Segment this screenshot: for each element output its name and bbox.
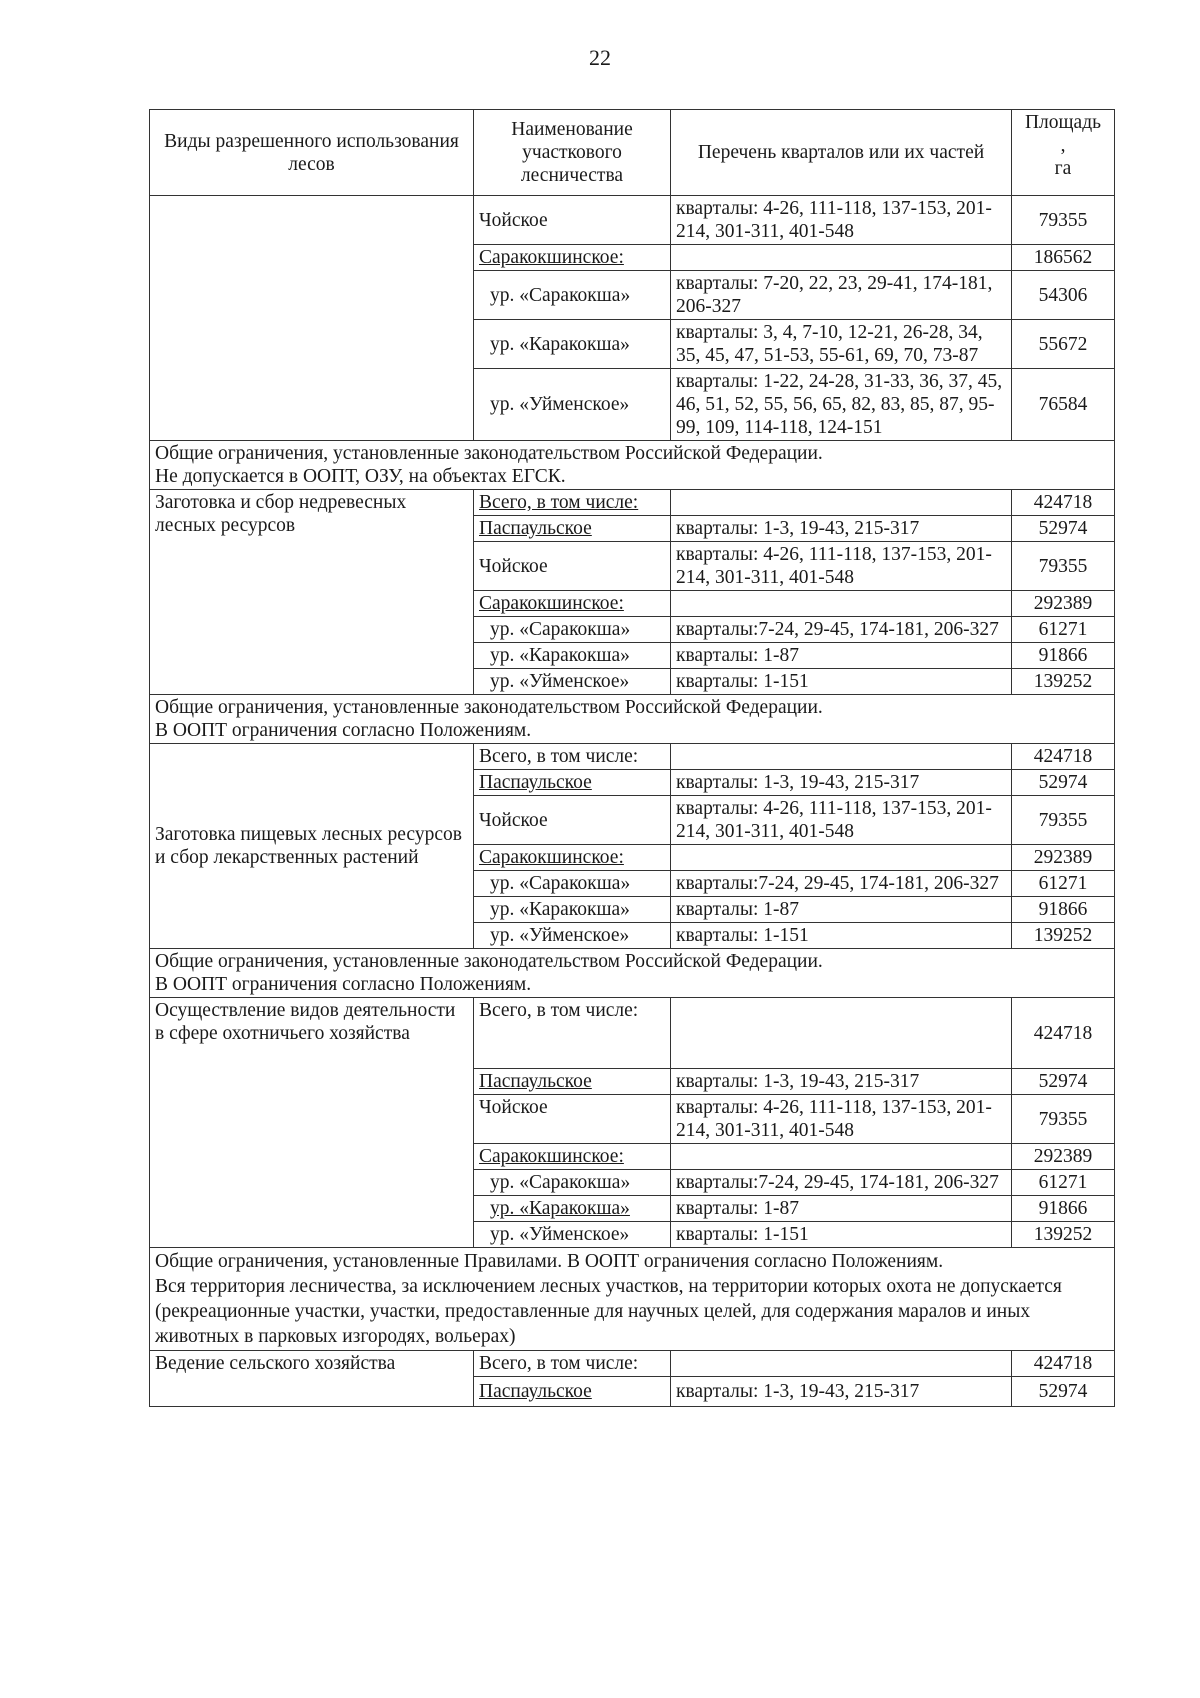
quarters-list: кварталы: 1-3, 19-43, 215-317 (671, 770, 1012, 796)
district-name: Чойское (474, 542, 671, 591)
tract-name: ур. «Каракокша» (474, 1196, 671, 1222)
area-value: 139252 (1012, 1222, 1115, 1248)
quarters-list (671, 591, 1012, 617)
quarters-list: кварталы:7-24, 29-45, 174-181, 206-327 (671, 871, 1012, 897)
quarters-list: кварталы: 1-87 (671, 897, 1012, 923)
tract-name: ур. «Саракокша» (474, 871, 671, 897)
restrictions-note (150, 441, 1115, 490)
district-name: Саракокшинское: (474, 1144, 671, 1170)
use-type-name: Заготовка и сбор недревесных лесных ресурсов (150, 490, 474, 695)
area-value: 91866 (1012, 897, 1115, 923)
restrictions-note-row (150, 1248, 1115, 1351)
quarters-list: кварталы: 1-3, 19-43, 215-317 (671, 1069, 1012, 1095)
district-name: Паспаульское (474, 1069, 671, 1095)
header-use-type: Виды разрешенного использования лесов (150, 110, 474, 196)
area-value: 76584 (1012, 369, 1115, 441)
restrictions-note (150, 949, 1115, 998)
total-label: Всего, в том числе: (474, 1351, 671, 1377)
area-value: 52974 (1012, 516, 1115, 542)
area-value: 186562 (1012, 245, 1115, 271)
restrictions-note (150, 695, 1115, 744)
area-value: 61271 (1012, 871, 1115, 897)
quarters-list: кварталы: 1-151 (671, 923, 1012, 949)
quarters-list: кварталы: 4-26, 111-118, 137-153, 201-214, 301-311, 401-548 (671, 796, 1012, 845)
area-value: 79355 (1012, 542, 1115, 591)
forest-use-table (149, 109, 1115, 1407)
district-name: Паспаульское (474, 1377, 671, 1407)
total-label: Всего, в том числе: (474, 998, 671, 1069)
table-row (150, 1351, 1115, 1377)
area-value: 91866 (1012, 1196, 1115, 1222)
header-area-line3: га (1054, 158, 1072, 179)
area-value: 292389 (1012, 845, 1115, 871)
district-name: Чойское (474, 796, 671, 845)
tract-name: ур. «Саракокша» (474, 1170, 671, 1196)
restrictions-note-row (150, 695, 1115, 744)
note-line: В ООПТ ограничения согласно Положениям. (155, 974, 532, 995)
note-line: Общие ограничения, установленные законодательством Российской Федерации. (155, 951, 823, 972)
area-value: 61271 (1012, 617, 1115, 643)
header-area-line2: , (1060, 135, 1066, 156)
table-row (150, 744, 1115, 770)
tract-name: ур. «Уйменское» (474, 923, 671, 949)
quarters-list: кварталы: 1-87 (671, 1196, 1012, 1222)
district-name: Саракокшинское: (474, 845, 671, 871)
note-line: Общие ограничения, установленные законодательством Российской Федерации. (155, 443, 823, 464)
total-area: 424718 (1012, 998, 1115, 1069)
area-value: 292389 (1012, 591, 1115, 617)
total-label: Всего, в том числе: (474, 744, 671, 770)
quarters-list (671, 1144, 1012, 1170)
quarters-list-empty (671, 744, 1012, 770)
table-header-row (150, 110, 1115, 196)
district-name: Паспаульское (474, 770, 671, 796)
note-line: В ООПТ ограничения согласно Положениям. (155, 720, 532, 741)
use-type-name: Ведение сельского хозяйства (150, 1351, 474, 1407)
quarters-list: кварталы:7-24, 29-45, 174-181, 206-327 (671, 1170, 1012, 1196)
header-area-line1: Площадь (1024, 112, 1102, 133)
restrictions-note-row (150, 949, 1115, 998)
use-type-name: Заготовка пищевых лесных ресурсов и сбор лекарственных растений (150, 744, 474, 949)
quarters-list (671, 845, 1012, 871)
tract-name: ур. «Уйменское» (474, 669, 671, 695)
table-row (150, 998, 1115, 1069)
area-value: 292389 (1012, 1144, 1115, 1170)
tract-name: ур. «Каракокша» (474, 643, 671, 669)
tract-name: ур. «Саракокша» (474, 617, 671, 643)
quarters-list: кварталы: 1-22, 24-28, 31-33, 36, 37, 45, 46, 51, 52, 55, 56, 65, 82, 83, 85, 87, 95-99, 109, 114-118, 124-151 (671, 369, 1012, 441)
header-district: Наименование участкового лесничества (474, 110, 671, 196)
area-value: 61271 (1012, 1170, 1115, 1196)
district-name: Чойское (474, 196, 671, 245)
header-area (1012, 110, 1115, 196)
note-line: Общие ограничения, установленные Правилами. В ООПТ ограничения согласно Положениям. (155, 1251, 944, 1272)
tract-name: ур. «Саракокша» (474, 271, 671, 320)
total-area: 424718 (1012, 744, 1115, 770)
tract-name: ур. «Каракокша» (474, 897, 671, 923)
quarters-list (671, 245, 1012, 271)
quarters-list: кварталы: 4-26, 111-118, 137-153, 201-214, 301-311, 401-548 (671, 1095, 1012, 1144)
tract-name: ур. «Уйменское» (474, 1222, 671, 1248)
area-value: 52974 (1012, 1377, 1115, 1407)
district-name: Чойское (474, 1095, 671, 1144)
use-type-cell-empty (150, 196, 474, 441)
district-name: Саракокшинское: (474, 245, 671, 271)
quarters-list: кварталы: 7-20, 22, 23, 29-41, 174-181, 206-327 (671, 271, 1012, 320)
tract-name: ур. «Уйменское» (474, 369, 671, 441)
district-name: Саракокшинское: (474, 591, 671, 617)
area-value: 52974 (1012, 1069, 1115, 1095)
note-line: Общие ограничения, установленные законодательством Российской Федерации. (155, 697, 823, 718)
tract-name: ур. «Каракокша» (474, 320, 671, 369)
header-quarters: Перечень кварталов или их частей (671, 110, 1012, 196)
district-name: Паспаульское (474, 516, 671, 542)
quarters-list: кварталы: 4-26, 111-118, 137-153, 201-214, 301-311, 401-548 (671, 542, 1012, 591)
quarters-list-empty (671, 998, 1012, 1069)
area-value: 79355 (1012, 196, 1115, 245)
total-area: 424718 (1012, 490, 1115, 516)
area-value: 54306 (1012, 271, 1115, 320)
quarters-list: кварталы: 3, 4, 7-10, 12-21, 26-28, 34, 35, 45, 47, 51-53, 55-61, 69, 70, 73-87 (671, 320, 1012, 369)
note-line: Не допускается в ООПТ, ОЗУ, на объектах ЕГСК. (155, 466, 566, 487)
quarters-list: кварталы: 1-151 (671, 669, 1012, 695)
restrictions-note-row (150, 441, 1115, 490)
area-value: 79355 (1012, 1095, 1115, 1144)
quarters-list: кварталы: 1-151 (671, 1222, 1012, 1248)
quarters-list: кварталы: 4-26, 111-118, 137-153, 201-214, 301-311, 401-548 (671, 196, 1012, 245)
restrictions-note (150, 1248, 1115, 1351)
page-number: 22 (589, 45, 611, 70)
area-value: 55672 (1012, 320, 1115, 369)
quarters-list: кварталы:7-24, 29-45, 174-181, 206-327 (671, 617, 1012, 643)
total-label: Всего, в том числе: (474, 490, 671, 516)
table-row (150, 196, 1115, 245)
area-value: 139252 (1012, 669, 1115, 695)
area-value: 79355 (1012, 796, 1115, 845)
area-value: 139252 (1012, 923, 1115, 949)
total-area: 424718 (1012, 1351, 1115, 1377)
quarters-list-empty (671, 1351, 1012, 1377)
area-value: 52974 (1012, 770, 1115, 796)
quarters-list: кварталы: 1-3, 19-43, 215-317 (671, 1377, 1012, 1407)
area-value: 91866 (1012, 643, 1115, 669)
use-type-name: Осуществление видов деятельности в сфере охотничьего хозяйства (150, 998, 474, 1248)
table-row (150, 490, 1115, 516)
note-line: Вся территория лесничества, за исключением лесных участков, на территории которых охота не допускается (рекреационные участки, участки, предоставленные для научных целей, для содержания маралов и иных животных в парковых изгородях, вольерах) (155, 1276, 1062, 1347)
quarters-list: кварталы: 1-87 (671, 643, 1012, 669)
quarters-list: кварталы: 1-3, 19-43, 215-317 (671, 516, 1012, 542)
quarters-list-empty (671, 490, 1012, 516)
